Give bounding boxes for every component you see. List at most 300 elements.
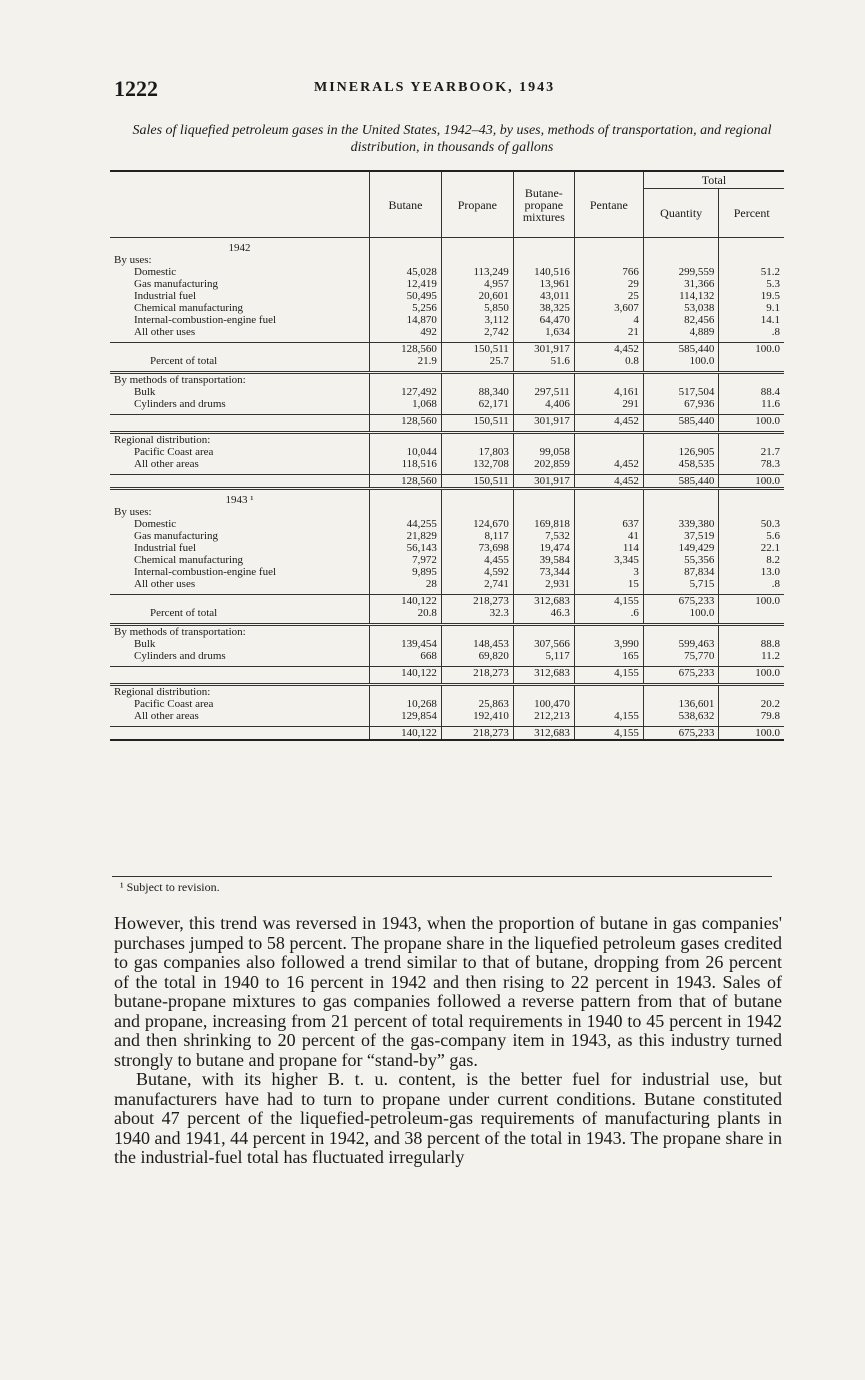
table-cell (513, 489, 574, 507)
table-cell (574, 254, 643, 266)
table-row (110, 458, 784, 470)
table-cell (719, 355, 784, 367)
table-cell: 128,560 (370, 475, 442, 489)
section-label-row (110, 625, 784, 639)
table-cell: 51.2 (719, 266, 784, 278)
table-cell (719, 607, 784, 619)
table-cell: 88.8 (719, 638, 784, 650)
table-cell: 140,122 (370, 727, 442, 741)
table-cell: 140,122 (370, 595, 442, 608)
table-caption: Sales of liquefied petroleum gases in the United States, 1942–43, by uses, methods of transportation, and regional distribution, in thousands of gallons (132, 123, 772, 155)
table-row (110, 710, 784, 722)
table-cell (441, 373, 513, 387)
table-cell (643, 506, 719, 518)
table-cell: 4,161 (574, 386, 643, 398)
table-cell: 4,155 (574, 710, 643, 722)
table-row (110, 554, 784, 566)
table-cell: 458,535 (643, 458, 719, 470)
table-cell: 2,931 (513, 578, 574, 590)
table-cell: 28 (370, 578, 442, 590)
table-cell (513, 433, 574, 447)
table-cell: 140,516 (513, 266, 574, 278)
table-cell: 150,511 (441, 415, 513, 428)
table-cell: 150,511 (441, 475, 513, 489)
table-cell: 11.6 (719, 398, 784, 410)
table-cell: 5,117 (513, 650, 574, 662)
table-cell: 637 (574, 518, 643, 530)
table-cell: 3,990 (574, 638, 643, 650)
table-cell: 73,698 (441, 542, 513, 554)
table-row (110, 698, 784, 710)
table-cell: 1,634 (513, 326, 574, 338)
table-cell (574, 489, 643, 507)
row-label (110, 595, 370, 608)
table-row (110, 302, 784, 314)
table-cell: 56,143 (370, 542, 442, 554)
table-cell: 75,770 (643, 650, 719, 662)
table-cell: 13,961 (513, 278, 574, 290)
table-cell: 100.0 (719, 475, 784, 489)
table-row (110, 650, 784, 662)
table-cell: 2,741 (441, 578, 513, 590)
table-cell: 312,683 (513, 667, 574, 680)
table-cell: 297,511 (513, 386, 574, 398)
year-label: 1942 (228, 242, 251, 254)
table-cell (719, 254, 784, 266)
table-cell: 44,255 (370, 518, 442, 530)
table-cell: 9,895 (370, 566, 442, 578)
table-cell (441, 685, 513, 699)
table-cell: 25.7 (441, 355, 513, 367)
table-cell: 21,829 (370, 530, 442, 542)
row-label (110, 415, 370, 428)
row-label: Cylinders and drums (134, 398, 226, 410)
table-row (110, 518, 784, 530)
table-cell: 41 (574, 530, 643, 542)
total-row (110, 343, 784, 356)
row-label: Chemical manufacturing (134, 554, 244, 566)
table-cell: 301,917 (513, 415, 574, 428)
table-cell: 9.1 (719, 302, 784, 314)
table-cell (574, 433, 643, 447)
table-cell: 675,233 (643, 727, 719, 741)
table-cell: 14,870 (370, 314, 442, 326)
column-header-butane: Butane (370, 171, 442, 238)
table-cell: 78.3 (719, 458, 784, 470)
table-cell: 8.2 (719, 554, 784, 566)
running-title: MINERALS YEARBOOK, 1943 (314, 80, 556, 95)
table-row (110, 578, 784, 590)
table-cell: 87,834 (643, 566, 719, 578)
table-cell: 20.2 (719, 698, 784, 710)
body-text (114, 914, 782, 1168)
table-cell: 79.8 (719, 710, 784, 722)
table-cell: 114,132 (643, 290, 719, 302)
row-label: By uses: (114, 254, 152, 266)
table-row (110, 398, 784, 410)
row-label: Internal-combustion-engine fuel (134, 314, 277, 326)
table-cell: 8,117 (441, 530, 513, 542)
table-cell (719, 373, 784, 387)
footnote: ¹ Subject to revision. (120, 880, 220, 894)
table-cell: 5,256 (370, 302, 442, 314)
row-label: By uses: (114, 506, 152, 518)
table-cell (370, 685, 442, 699)
table-cell: 50.3 (719, 518, 784, 530)
table-cell: 599,463 (643, 638, 719, 650)
table-cell (574, 373, 643, 387)
table-cell (513, 506, 574, 518)
total-row (110, 415, 784, 428)
table-cell: 4,452 (574, 475, 643, 489)
table-cell (370, 373, 442, 387)
table-cell: 100.0 (719, 667, 784, 680)
table-cell: 99,058 (513, 446, 574, 458)
row-label: All other areas (134, 458, 199, 470)
row-label: Pacific Coast area (134, 446, 214, 458)
table-cell: 100.0 (719, 595, 784, 608)
table-cell (370, 254, 442, 266)
table-cell: 4,452 (574, 415, 643, 428)
table-cell (370, 506, 442, 518)
row-label (110, 727, 370, 741)
year-row (110, 489, 784, 507)
table-cell: 19.5 (719, 290, 784, 302)
table-cell: 140,122 (370, 667, 442, 680)
row-label: Bulk (134, 386, 156, 398)
table-cell: 38,325 (513, 302, 574, 314)
page-header (114, 76, 794, 102)
table-cell (643, 373, 719, 387)
table-cell: 129,854 (370, 710, 442, 722)
table-cell: 100.0 (719, 343, 784, 356)
table-cell: 2,742 (441, 326, 513, 338)
table-cell: 339,380 (643, 518, 719, 530)
table-cell (370, 433, 442, 447)
table-cell: 312,683 (513, 727, 574, 741)
table-cell: 21 (574, 326, 643, 338)
table-cell: 128,560 (370, 343, 442, 356)
table-cell: 22.1 (719, 542, 784, 554)
table-cell: 1,068 (370, 398, 442, 410)
table-cell: 132,708 (441, 458, 513, 470)
table-row (110, 542, 784, 554)
table-cell: 5,850 (441, 302, 513, 314)
table-cell: 114 (574, 542, 643, 554)
table-cell (370, 489, 442, 507)
row-label: Internal-combustion-engine fuel (134, 566, 277, 578)
row-label: Bulk (134, 638, 156, 650)
table-cell: 7,532 (513, 530, 574, 542)
table-cell: 14.1 (719, 314, 784, 326)
table-cell: 3 (574, 566, 643, 578)
table-cell: 69,820 (441, 650, 513, 662)
table-cell (574, 698, 643, 710)
row-label: Percent of total (150, 607, 218, 619)
table-cell: 88,340 (441, 386, 513, 398)
total-row (110, 475, 784, 489)
column-header-propane: Propane (441, 171, 513, 238)
row-label (110, 667, 370, 680)
table-cell: 139,454 (370, 638, 442, 650)
row-label: Cylinders and drums (134, 650, 226, 662)
table-cell (719, 625, 784, 639)
page-number: 1222 (114, 76, 158, 101)
table-cell: 25 (574, 290, 643, 302)
table-cell: 10,044 (370, 446, 442, 458)
table-cell: 45,028 (370, 266, 442, 278)
table-cell: 73,344 (513, 566, 574, 578)
table-cell: 20,601 (441, 290, 513, 302)
table-cell: 492 (370, 326, 442, 338)
table-cell: 4,155 (574, 727, 643, 741)
table-cell: 136,601 (643, 698, 719, 710)
table-cell: 4,592 (441, 566, 513, 578)
table-cell (719, 506, 784, 518)
table-cell: 100.0 (643, 607, 719, 619)
table-cell (643, 489, 719, 507)
table-cell: 202,859 (513, 458, 574, 470)
table-cell: 3,112 (441, 314, 513, 326)
table-cell: 67,936 (643, 398, 719, 410)
footnote-rule (112, 876, 772, 877)
table-cell: 212,213 (513, 710, 574, 722)
table-cell: .6 (574, 607, 643, 619)
section-label-row (110, 373, 784, 387)
total-row (110, 727, 784, 741)
table-cell: 100,470 (513, 698, 574, 710)
row-label: Chemical manufacturing (134, 302, 244, 314)
percent-row (110, 607, 784, 619)
table-cell (513, 625, 574, 639)
table-cell (719, 433, 784, 447)
table-cell: 5,715 (643, 578, 719, 590)
table-cell: 50,495 (370, 290, 442, 302)
table-cell: 585,440 (643, 475, 719, 489)
table-cell: 675,233 (643, 667, 719, 680)
table-cell: 127,492 (370, 386, 442, 398)
table-cell: 4,957 (441, 278, 513, 290)
table-row (110, 566, 784, 578)
table-cell: 218,273 (441, 727, 513, 741)
table-cell: 4,406 (513, 398, 574, 410)
table-cell: 113,249 (441, 266, 513, 278)
table-cell: 53,038 (643, 302, 719, 314)
table-cell: 88.4 (719, 386, 784, 398)
column-header-pentane: Pentane (574, 171, 643, 238)
table-cell: 12,419 (370, 278, 442, 290)
row-label: All other areas (134, 710, 199, 722)
table-cell: 4,889 (643, 326, 719, 338)
column-header-percent: Percent (719, 189, 784, 238)
table-cell: 32.3 (441, 607, 513, 619)
table-cell: 148,453 (441, 638, 513, 650)
row-label: Regional distribution: (110, 685, 370, 699)
table-cell: 218,273 (441, 595, 513, 608)
table-cell: 165 (574, 650, 643, 662)
table-cell: 20.8 (370, 607, 442, 619)
table-cell (441, 254, 513, 266)
table-row (110, 290, 784, 302)
table-cell: 13.0 (719, 566, 784, 578)
table-cell (574, 446, 643, 458)
table-cell: 82,456 (643, 314, 719, 326)
table-cell: 192,410 (441, 710, 513, 722)
table-cell: 4,452 (574, 458, 643, 470)
table-cell (574, 685, 643, 699)
table-cell: 7,972 (370, 554, 442, 566)
table-cell: 21.9 (370, 355, 442, 367)
table-cell: 149,429 (643, 542, 719, 554)
total-row (110, 667, 784, 680)
table-cell (574, 506, 643, 518)
row-label (110, 343, 370, 356)
table-cell: 100.0 (719, 727, 784, 741)
table-cell: 43,011 (513, 290, 574, 302)
table-row (110, 446, 784, 458)
table-cell (719, 238, 784, 255)
row-label: Domestic (134, 518, 177, 530)
row-label: Gas manufacturing (134, 530, 218, 542)
row-label: Domestic (134, 266, 177, 278)
table-cell: 55,356 (643, 554, 719, 566)
table-cell: 39,584 (513, 554, 574, 566)
table-cell (719, 489, 784, 507)
table-cell: 11.2 (719, 650, 784, 662)
table-cell: 299,559 (643, 266, 719, 278)
table-cell: 100.0 (643, 355, 719, 367)
table-cell: 64,470 (513, 314, 574, 326)
sales-table (110, 170, 784, 741)
column-header-total: Total (643, 171, 784, 189)
table-cell: 4,452 (574, 343, 643, 356)
row-label: All other uses (134, 326, 196, 338)
table-row (110, 326, 784, 338)
table-cell (370, 625, 442, 639)
table-cell: 128,560 (370, 415, 442, 428)
table-cell: 585,440 (643, 415, 719, 428)
table-cell: 15 (574, 578, 643, 590)
year-label: 1943 ¹ (110, 489, 370, 507)
table-cell: 312,683 (513, 595, 574, 608)
table-cell: 29 (574, 278, 643, 290)
table-cell: 307,566 (513, 638, 574, 650)
table-cell: 3,345 (574, 554, 643, 566)
table-cell: 5.6 (719, 530, 784, 542)
table-row (110, 530, 784, 542)
table-cell: 19,474 (513, 542, 574, 554)
table-cell (643, 254, 719, 266)
table-cell: 150,511 (441, 343, 513, 356)
table-body (110, 238, 784, 741)
row-label (110, 475, 370, 489)
table-cell (513, 373, 574, 387)
table-cell (643, 433, 719, 447)
table-cell (513, 685, 574, 699)
table-row (110, 278, 784, 290)
row-label: Industrial fuel (134, 542, 197, 554)
table-cell (643, 685, 719, 699)
table-cell (643, 625, 719, 639)
table-row (110, 266, 784, 278)
table-cell: .8 (719, 326, 784, 338)
column-header-quantity: Quantity (643, 189, 719, 238)
table-cell (370, 238, 442, 255)
table-cell: 4,455 (441, 554, 513, 566)
table-cell: 301,917 (513, 475, 574, 489)
table-cell: 51.6 (513, 355, 574, 367)
table-cell: 124,670 (441, 518, 513, 530)
percent-row (110, 355, 784, 367)
table-cell: 126,905 (643, 446, 719, 458)
table-cell: 291 (574, 398, 643, 410)
table-cell: 218,273 (441, 667, 513, 680)
table-cell (441, 506, 513, 518)
table-cell: .8 (719, 578, 784, 590)
row-label: Regional distribution: (110, 433, 370, 447)
row-label: By methods of transportation: (110, 373, 370, 387)
table-cell: 4 (574, 314, 643, 326)
table-cell: 766 (574, 266, 643, 278)
row-label: Gas manufacturing (134, 278, 218, 290)
table-cell (441, 625, 513, 639)
row-label: All other uses (134, 578, 196, 590)
table-cell: 0.8 (574, 355, 643, 367)
table-cell (513, 254, 574, 266)
table-cell: 169,818 (513, 518, 574, 530)
table-cell: 517,504 (643, 386, 719, 398)
table-row (110, 386, 784, 398)
table-cell: 21.7 (719, 446, 784, 458)
table-cell: 118,516 (370, 458, 442, 470)
table-row (110, 638, 784, 650)
table-cell (719, 685, 784, 699)
table-cell: 4,155 (574, 667, 643, 680)
table-cell (441, 238, 513, 255)
paragraph-2: Butane, with its higher B. t. u. content, is the better fuel for industrial use, but manufacturers have had to turn to propane under current conditions. Butane constituted about 47 percent of the liquefied-petroleum-gas requirements of manufacturing plants in 1940 and 1941, 44 percent in 1942, and 38 percent of the total in 1943. The propane share in the industrial-fuel total has fluctuated irregularly (114, 1069, 782, 1167)
table-cell: 37,519 (643, 530, 719, 542)
table-cell: 675,233 (643, 595, 719, 608)
table-cell (574, 238, 643, 255)
table-cell: 10,268 (370, 698, 442, 710)
table-cell: 62,171 (441, 398, 513, 410)
table-row (110, 314, 784, 326)
table-cell: 5.3 (719, 278, 784, 290)
table-cell: 25,863 (441, 698, 513, 710)
column-header-mixtures: Butane-propane mixtures (513, 171, 574, 238)
row-label: Industrial fuel (134, 290, 197, 302)
table-cell (441, 433, 513, 447)
section-label-row (110, 506, 784, 518)
section-label-row (110, 254, 784, 266)
table-cell (513, 238, 574, 255)
year-row (110, 238, 784, 255)
section-label-row (110, 685, 784, 699)
table-cell: 31,366 (643, 278, 719, 290)
table-cell (441, 489, 513, 507)
table-cell (574, 625, 643, 639)
table-cell: 585,440 (643, 343, 719, 356)
table-cell: 17,803 (441, 446, 513, 458)
column-header-blank (110, 171, 370, 238)
table-cell: 46.3 (513, 607, 574, 619)
table-cell: 3,607 (574, 302, 643, 314)
row-label: By methods of transportation: (110, 625, 370, 639)
table-cell: 4,155 (574, 595, 643, 608)
table-cell: 538,632 (643, 710, 719, 722)
table-cell: 668 (370, 650, 442, 662)
table-cell: 301,917 (513, 343, 574, 356)
